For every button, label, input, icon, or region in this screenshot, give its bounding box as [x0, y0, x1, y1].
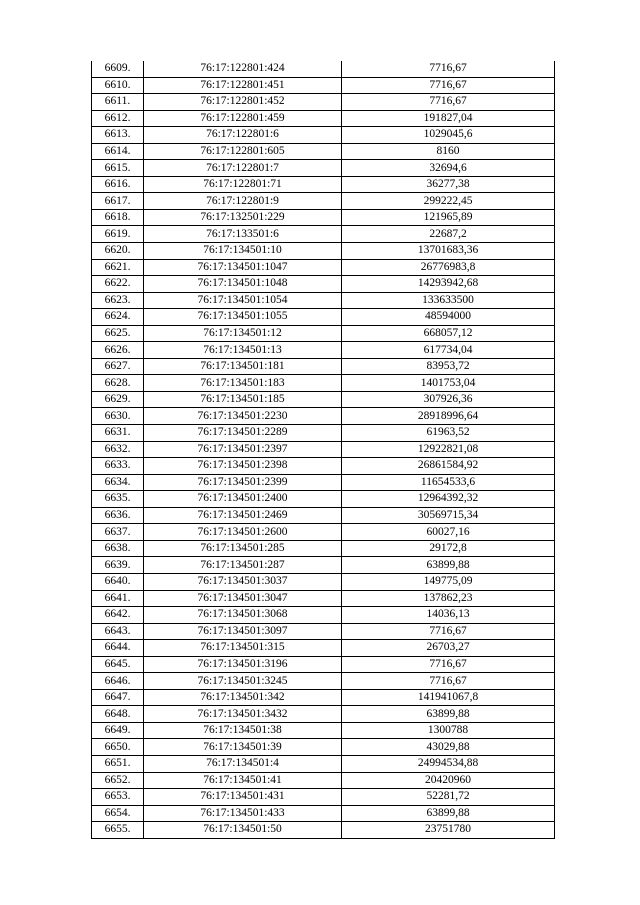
table-row — [92, 309, 555, 326]
cadastral-value-cell: 48594000 — [342, 309, 555, 326]
table-row — [92, 259, 555, 276]
cadastral-number-cell: 76:17:122801:6 — [144, 127, 342, 144]
row-number-cell: 6639. — [92, 557, 144, 574]
cadastral-number-cell: 76:17:134501:2230 — [144, 408, 342, 425]
row-number-cell: 6649. — [92, 722, 144, 739]
table-row — [92, 722, 555, 739]
cadastral-value-cell: 23751780 — [342, 822, 555, 839]
table-row — [92, 408, 555, 425]
cadastral-number-cell: 76:17:134501:3068 — [144, 607, 342, 624]
row-number-cell: 6623. — [92, 292, 144, 309]
cadastral-value-cell: 26776983,8 — [342, 259, 555, 276]
cadastral-number-cell: 76:17:134501:38 — [144, 722, 342, 739]
cadastral-number-cell: 76:17:134501:3097 — [144, 623, 342, 640]
cadastral-value-cell: 30569715,34 — [342, 507, 555, 524]
cadastral-number-cell: 76:17:122801:451 — [144, 77, 342, 94]
cadastral-value-cell: 299222,45 — [342, 193, 555, 210]
row-number-cell: 6651. — [92, 755, 144, 772]
row-number-cell: 6635. — [92, 491, 144, 508]
cadastral-number-cell: 76:17:122801:459 — [144, 110, 342, 127]
table-row — [92, 276, 555, 293]
cadastral-value-cell: 133633500 — [342, 292, 555, 309]
table-row — [92, 110, 555, 127]
cadastral-value-table — [91, 61, 555, 839]
row-number-cell: 6626. — [92, 342, 144, 359]
row-number-cell: 6612. — [92, 110, 144, 127]
cadastral-value-cell: 141941067,8 — [342, 689, 555, 706]
table-row — [92, 292, 555, 309]
table-row — [92, 491, 555, 508]
row-number-cell: 6654. — [92, 805, 144, 822]
cadastral-value-cell: 60027,16 — [342, 524, 555, 541]
row-number-cell: 6629. — [92, 391, 144, 408]
cadastral-value-cell: 83953,72 — [342, 358, 555, 375]
cadastral-number-cell: 76:17:134501:3432 — [144, 706, 342, 723]
cadastral-number-cell: 76:17:134501:2400 — [144, 491, 342, 508]
cadastral-value-cell: 7716,67 — [342, 94, 555, 111]
cadastral-number-cell: 76:17:134501:342 — [144, 689, 342, 706]
row-number-cell: 6621. — [92, 259, 144, 276]
table-row — [92, 160, 555, 177]
row-number-cell: 6644. — [92, 640, 144, 657]
table-row — [92, 474, 555, 491]
row-number-cell: 6624. — [92, 309, 144, 326]
table-row — [92, 524, 555, 541]
cadastral-value-cell: 7716,67 — [342, 61, 555, 77]
cadastral-number-cell: 76:17:122801:9 — [144, 193, 342, 210]
row-number-cell: 6610. — [92, 77, 144, 94]
cadastral-value-cell: 1401753,04 — [342, 375, 555, 392]
table-row — [92, 755, 555, 772]
row-number-cell: 6627. — [92, 358, 144, 375]
table-row — [92, 673, 555, 690]
cadastral-value-cell: 7716,67 — [342, 673, 555, 690]
cadastral-value-cell: 14293942,68 — [342, 276, 555, 293]
table-row — [92, 94, 555, 111]
cadastral-number-cell: 76:17:134501:3245 — [144, 673, 342, 690]
cadastral-number-cell: 76:17:134501:3037 — [144, 573, 342, 590]
table-row — [92, 772, 555, 789]
table-row — [92, 607, 555, 624]
table-row — [92, 540, 555, 557]
cadastral-number-cell: 76:17:134501:1054 — [144, 292, 342, 309]
cadastral-number-cell: 76:17:133501:6 — [144, 226, 342, 243]
row-number-cell: 6637. — [92, 524, 144, 541]
cadastral-number-cell: 76:17:134501:10 — [144, 243, 342, 260]
cadastral-value-cell: 307926,36 — [342, 391, 555, 408]
table-row — [92, 325, 555, 342]
row-number-cell: 6648. — [92, 706, 144, 723]
cadastral-value-cell: 7716,67 — [342, 77, 555, 94]
table-row — [92, 176, 555, 193]
row-number-cell: 6611. — [92, 94, 144, 111]
cadastral-value-cell: 7716,67 — [342, 623, 555, 640]
cadastral-number-cell: 76:17:134501:3196 — [144, 656, 342, 673]
row-number-cell: 6634. — [92, 474, 144, 491]
table-row — [92, 358, 555, 375]
table-row — [92, 441, 555, 458]
row-number-cell: 6613. — [92, 127, 144, 144]
row-number-cell: 6630. — [92, 408, 144, 425]
cadastral-number-cell: 76:17:134501:2600 — [144, 524, 342, 541]
cadastral-value-cell: 63899,88 — [342, 706, 555, 723]
cadastral-number-cell: 76:17:134501:1055 — [144, 309, 342, 326]
row-number-cell: 6628. — [92, 375, 144, 392]
row-number-cell: 6609. — [92, 61, 144, 77]
cadastral-value-cell: 63899,88 — [342, 805, 555, 822]
cadastral-value-cell: 617734,04 — [342, 342, 555, 359]
table-row — [92, 61, 555, 77]
cadastral-number-cell: 76:17:134501:2289 — [144, 425, 342, 442]
table-row — [92, 458, 555, 475]
table-row — [92, 226, 555, 243]
row-number-cell: 6615. — [92, 160, 144, 177]
cadastral-value-cell: 26703,27 — [342, 640, 555, 657]
cadastral-value-cell: 52281,72 — [342, 789, 555, 806]
row-number-cell: 6618. — [92, 209, 144, 226]
row-number-cell: 6625. — [92, 325, 144, 342]
cadastral-number-cell: 76:17:134501:13 — [144, 342, 342, 359]
cadastral-number-cell: 76:17:134501:2397 — [144, 441, 342, 458]
cadastral-value-cell: 43029,88 — [342, 739, 555, 756]
row-number-cell: 6641. — [92, 590, 144, 607]
cadastral-value-cell: 14036,13 — [342, 607, 555, 624]
table-row — [92, 342, 555, 359]
row-number-cell: 6652. — [92, 772, 144, 789]
row-number-cell: 6653. — [92, 789, 144, 806]
cadastral-value-cell: 149775,09 — [342, 573, 555, 590]
table-row — [92, 143, 555, 160]
cadastral-number-cell: 76:17:134501:3047 — [144, 590, 342, 607]
cadastral-number-cell: 76:17:134501:315 — [144, 640, 342, 657]
cadastral-number-cell: 76:17:134501:2398 — [144, 458, 342, 475]
cadastral-number-cell: 76:17:134501:50 — [144, 822, 342, 839]
cadastral-number-cell: 76:17:134501:39 — [144, 739, 342, 756]
table-row — [92, 739, 555, 756]
row-number-cell: 6645. — [92, 656, 144, 673]
table-row — [92, 557, 555, 574]
cadastral-value-cell: 28918996,64 — [342, 408, 555, 425]
cadastral-number-cell: 76:17:134501:183 — [144, 375, 342, 392]
cadastral-value-cell: 1300788 — [342, 722, 555, 739]
cadastral-value-cell: 11654533,6 — [342, 474, 555, 491]
cadastral-value-cell: 63899,88 — [342, 557, 555, 574]
table-row — [92, 391, 555, 408]
table-row — [92, 689, 555, 706]
table-row — [92, 507, 555, 524]
cadastral-number-cell: 76:17:122801:71 — [144, 176, 342, 193]
cadastral-value-cell: 12922821,08 — [342, 441, 555, 458]
cadastral-value-cell: 1029045,6 — [342, 127, 555, 144]
table-row — [92, 789, 555, 806]
cadastral-number-cell: 76:17:134501:2399 — [144, 474, 342, 491]
cadastral-value-cell: 13701683,36 — [342, 243, 555, 260]
table-row — [92, 706, 555, 723]
row-number-cell: 6643. — [92, 623, 144, 640]
row-number-cell: 6640. — [92, 573, 144, 590]
table-row — [92, 590, 555, 607]
row-number-cell: 6617. — [92, 193, 144, 210]
cadastral-number-cell: 76:17:134501:181 — [144, 358, 342, 375]
cadastral-number-cell: 76:17:134501:287 — [144, 557, 342, 574]
row-number-cell: 6647. — [92, 689, 144, 706]
table-row — [92, 640, 555, 657]
row-number-cell: 6632. — [92, 441, 144, 458]
table-body — [92, 61, 555, 838]
row-number-cell: 6638. — [92, 540, 144, 557]
table-row — [92, 623, 555, 640]
row-number-cell: 6655. — [92, 822, 144, 839]
cadastral-value-cell: 121965,89 — [342, 209, 555, 226]
row-number-cell: 6633. — [92, 458, 144, 475]
cadastral-value-cell: 61963,52 — [342, 425, 555, 442]
cadastral-number-cell: 76:17:134501:1048 — [144, 276, 342, 293]
table-row — [92, 243, 555, 260]
row-number-cell: 6642. — [92, 607, 144, 624]
row-number-cell: 6646. — [92, 673, 144, 690]
cadastral-value-cell: 36277,38 — [342, 176, 555, 193]
cadastral-value-cell: 7716,67 — [342, 656, 555, 673]
cadastral-number-cell: 76:17:134501:433 — [144, 805, 342, 822]
table-row — [92, 573, 555, 590]
cadastral-number-cell: 76:17:122801:424 — [144, 61, 342, 77]
cadastral-number-cell: 76:17:122801:605 — [144, 143, 342, 160]
table-row — [92, 209, 555, 226]
table-row — [92, 822, 555, 839]
cadastral-number-cell: 76:17:122801:452 — [144, 94, 342, 111]
row-number-cell: 6622. — [92, 276, 144, 293]
cadastral-value-cell: 24994534,88 — [342, 755, 555, 772]
table-row — [92, 805, 555, 822]
cadastral-number-cell: 76:17:134501:4 — [144, 755, 342, 772]
row-number-cell: 6650. — [92, 739, 144, 756]
cadastral-value-cell: 12964392,32 — [342, 491, 555, 508]
table-row — [92, 77, 555, 94]
cadastral-number-cell: 76:17:134501:431 — [144, 789, 342, 806]
cadastral-number-cell: 76:17:134501:1047 — [144, 259, 342, 276]
cadastral-number-cell: 76:17:122801:7 — [144, 160, 342, 177]
table-row — [92, 193, 555, 210]
cadastral-value-cell: 668057,12 — [342, 325, 555, 342]
row-number-cell: 6631. — [92, 425, 144, 442]
table-row — [92, 425, 555, 442]
row-number-cell: 6614. — [92, 143, 144, 160]
table-row — [92, 375, 555, 392]
cadastral-number-cell: 76:17:134501:185 — [144, 391, 342, 408]
cadastral-number-cell: 76:17:134501:285 — [144, 540, 342, 557]
table-row — [92, 656, 555, 673]
cadastral-value-cell: 26861584,92 — [342, 458, 555, 475]
cadastral-number-cell: 76:17:134501:41 — [144, 772, 342, 789]
row-number-cell: 6636. — [92, 507, 144, 524]
cadastral-number-cell: 76:17:134501:12 — [144, 325, 342, 342]
cadastral-value-cell: 137862,23 — [342, 590, 555, 607]
cadastral-value-cell: 29172,8 — [342, 540, 555, 557]
cadastral-number-cell: 76:17:134501:2469 — [144, 507, 342, 524]
cadastral-value-cell: 32694,6 — [342, 160, 555, 177]
cadastral-value-cell: 191827,04 — [342, 110, 555, 127]
cadastral-value-cell: 20420960 — [342, 772, 555, 789]
table-row — [92, 127, 555, 144]
cadastral-value-cell: 22687,2 — [342, 226, 555, 243]
cadastral-value-cell: 8160 — [342, 143, 555, 160]
row-number-cell: 6619. — [92, 226, 144, 243]
row-number-cell: 6616. — [92, 176, 144, 193]
row-number-cell: 6620. — [92, 243, 144, 260]
cadastral-number-cell: 76:17:132501:229 — [144, 209, 342, 226]
